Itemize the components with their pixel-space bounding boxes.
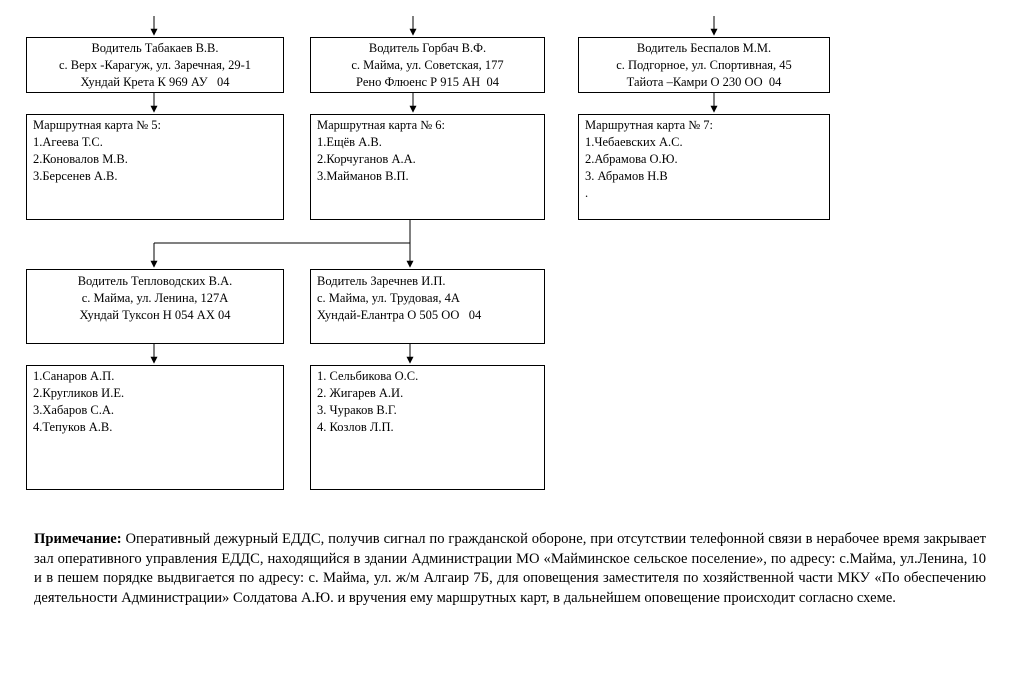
driver-name: Водитель Заречнев И.П. [317,274,446,288]
route-item: 2.Абрамова О.Ю. [585,152,678,166]
driver-car: Тайота –Камри О 230 ОО 04 [626,75,782,89]
route-item: 1.Ещёв А.В. [317,135,382,149]
driver-car: Хундай Крета К 969 АУ 04 [80,75,230,89]
driver-address: с. Подгорное, ул. Спортивная, 45 [616,58,792,72]
driver-address: с. Майма, ул. Советская, 177 [351,58,504,72]
route-item: 1.Санаров А.П. [33,369,115,383]
route-item: 3. Абрамов Н.В [585,169,668,183]
route-item: . [585,186,589,200]
driver-box-5 [310,269,545,344]
driver-address: с. Верх -Карагуж, ул. Заречная, 29-1 [58,58,251,72]
route-item: 4.Тепуков А.В. [33,420,113,434]
driver-name: Водитель Беспалов М.М. [636,41,772,55]
driver-box-2 [310,37,545,93]
route-item: 2.Коновалов М.В. [33,152,128,166]
note-label: Примечание: [34,531,122,547]
route-item: 2.Кругликов И.Е. [33,386,125,400]
route-card-5 [26,114,284,220]
driver-name: Водитель Тепловодских В.А. [77,274,233,288]
route-item: 2. Жигарев А.И. [317,386,404,400]
route-item: 1.Чебаевских А.С. [585,135,683,149]
driver-car: Хундай-Елантра О 505 ОО 04 [317,308,482,322]
route-item: 2.Корчуганов А.А. [317,152,416,166]
route-item: 4. Козлов Л.П. [317,420,394,434]
note-paragraph [34,530,986,608]
driver-name: Водитель Табакаев В.В. [91,41,219,55]
note-text: Оперативный дежурный ЕДДС, получив сигнал по гражданской обороне, при отсутствии телефонной связи в нерабочее время закрывает зал оперативного управления ЕДДС, находящийся в здании Администрации МО «Майминское сельское поселение», по адресу: с.Майма, ул.Ленина, 10 и в пешем порядке выдвигается по адресу: с. Майма, ул. ж/м Алгаир 7Б, для оповещения заместителя по хозяйственной части МКУ «По обеспечению деятельности Администрации» Солдатова А.Ю. и вручения ему маршрутных карт, в дальнейшем оповещение происходит согласно схеме. [34,531,986,606]
route-item: 1. Сельбикова О.С. [317,369,419,383]
route-item: 1.Агеева Т.С. [33,135,103,149]
driver-box-1 [26,37,284,93]
route-title: Маршрутная карта № 6: [317,118,446,132]
driver-address: с. Майма, ул. Трудовая, 4А [317,291,460,305]
route-item: 3. Чураков В.Г. [317,403,397,417]
route-item: 3.Хабаров С.А. [33,403,114,417]
driver-box-3 [578,37,830,93]
route-card-7 [578,114,830,220]
route-title: Маршрутная карта № 7: [585,118,714,132]
route-card-6 [310,114,545,220]
driver-box-4 [26,269,284,344]
driver-address: с. Майма, ул. Ленина, 127А [81,291,229,305]
route-item: 3.Майманов В.П. [317,169,409,183]
route-list-5 [310,365,545,490]
driver-car: Рено Флюенс Р 915 АН 04 [356,75,499,89]
route-list-4 [26,365,284,490]
driver-car: Хундай Туксон Н 054 АХ 04 [79,308,231,322]
route-title: Маршрутная карта № 5: [33,118,162,132]
route-item: 3.Берсенев А.В. [33,169,118,183]
driver-name: Водитель Горбач В.Ф. [368,41,487,55]
